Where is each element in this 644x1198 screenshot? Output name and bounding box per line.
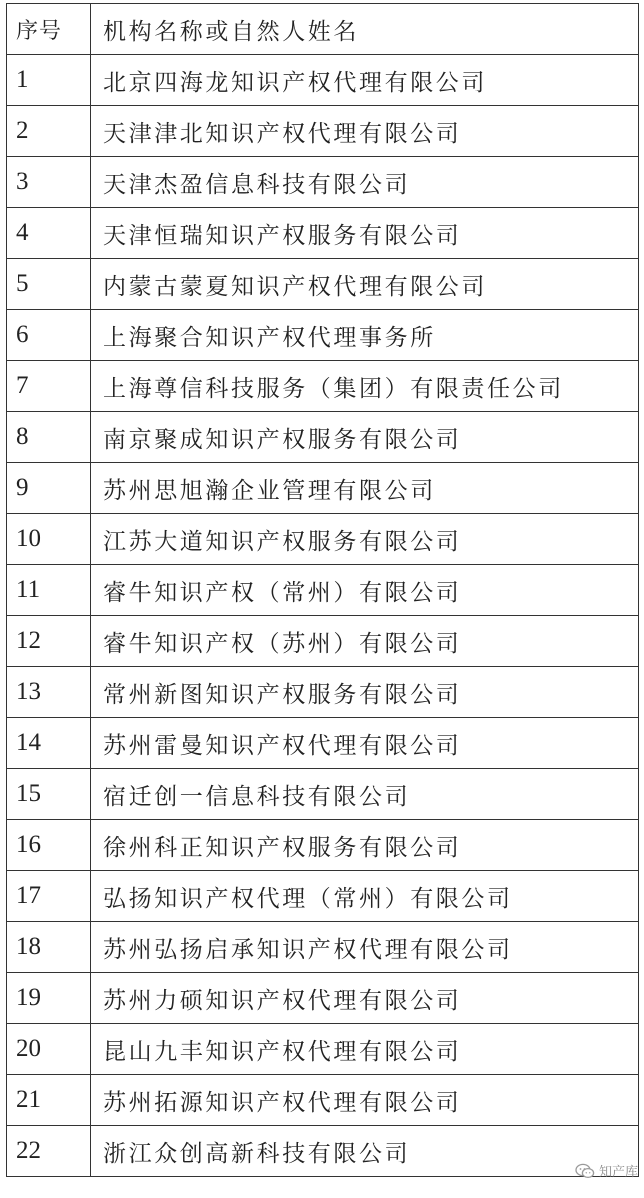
row-serial-number: 18: [7, 922, 91, 973]
row-organization-name: 南京聚成知识产权服务有限公司: [91, 412, 639, 463]
table-row: [7, 157, 639, 208]
row-serial-number: 6: [7, 310, 91, 361]
row-serial-number: 7: [7, 361, 91, 412]
table-row: [7, 871, 639, 922]
table-row: [7, 208, 639, 259]
table-row: [7, 820, 639, 871]
row-organization-name: 苏州弘扬启承知识产权代理有限公司: [91, 922, 639, 973]
row-organization-name: 昆山九丰知识产权代理有限公司: [91, 1024, 639, 1075]
row-serial-number: 8: [7, 412, 91, 463]
table-row: [7, 1024, 639, 1075]
table-body: [7, 55, 639, 1177]
row-serial-number: 2: [7, 106, 91, 157]
row-serial-number: 14: [7, 718, 91, 769]
row-organization-name: 苏州思旭瀚企业管理有限公司: [91, 463, 639, 514]
table-row: [7, 412, 639, 463]
row-organization-name: 常州新图知识产权服务有限公司: [91, 667, 639, 718]
row-serial-number: 16: [7, 820, 91, 871]
table-header-row: [7, 4, 639, 55]
row-serial-number: 9: [7, 463, 91, 514]
table-row: [7, 718, 639, 769]
row-serial-number: 5: [7, 259, 91, 310]
table-row: [7, 361, 639, 412]
row-organization-name: 睿牛知识产权（常州）有限公司: [91, 565, 639, 616]
row-serial-number: 12: [7, 616, 91, 667]
wechat-icon: [575, 1163, 595, 1179]
row-organization-name: 浙江众创高新科技有限公司: [91, 1126, 639, 1177]
table-row: [7, 310, 639, 361]
table-row: [7, 463, 639, 514]
table-row: [7, 1126, 639, 1177]
row-organization-name: 天津恒瑞知识产权服务有限公司: [91, 208, 639, 259]
row-serial-number: 10: [7, 514, 91, 565]
table-row: [7, 973, 639, 1024]
row-serial-number: 11: [7, 565, 91, 616]
row-serial-number: 22: [7, 1126, 91, 1177]
row-organization-name: 宿迁创一信息科技有限公司: [91, 769, 639, 820]
table-row: [7, 565, 639, 616]
table-row: [7, 1075, 639, 1126]
table-row: [7, 106, 639, 157]
row-organization-name: 江苏大道知识产权服务有限公司: [91, 514, 639, 565]
row-organization-name: 苏州拓源知识产权代理有限公司: [91, 1075, 639, 1126]
row-organization-name: 天津津北知识产权代理有限公司: [91, 106, 639, 157]
row-serial-number: 4: [7, 208, 91, 259]
row-organization-name: 天津杰盈信息科技有限公司: [91, 157, 639, 208]
table-row: [7, 55, 639, 106]
row-organization-name: 徐州科正知识产权服务有限公司: [91, 820, 639, 871]
row-organization-name: 内蒙古蒙夏知识产权代理有限公司: [91, 259, 639, 310]
row-serial-number: 13: [7, 667, 91, 718]
row-serial-number: 1: [7, 55, 91, 106]
table-row: [7, 922, 639, 973]
row-organization-name: 睿牛知识产权（苏州）有限公司: [91, 616, 639, 667]
table-row: [7, 667, 639, 718]
table-row: [7, 769, 639, 820]
table-row: [7, 616, 639, 667]
row-serial-number: 21: [7, 1075, 91, 1126]
header-organization-name: 机构名称或自然人姓名: [91, 4, 639, 55]
table-row: [7, 259, 639, 310]
row-organization-name: 苏州力硕知识产权代理有限公司: [91, 973, 639, 1024]
table-row: [7, 514, 639, 565]
row-organization-name: 北京四海龙知识产权代理有限公司: [91, 55, 639, 106]
watermark: [575, 1161, 638, 1180]
row-organization-name: 弘扬知识产权代理（常州）有限公司: [91, 871, 639, 922]
header-serial-number: 序号: [7, 4, 91, 55]
row-serial-number: 17: [7, 871, 91, 922]
row-serial-number: 3: [7, 157, 91, 208]
row-organization-name: 上海尊信科技服务（集团）有限责任公司: [91, 361, 639, 412]
watermark-text: 知产库: [598, 1165, 638, 1180]
agency-table: [6, 3, 639, 1177]
row-serial-number: 15: [7, 769, 91, 820]
row-organization-name: 苏州雷曼知识产权代理有限公司: [91, 718, 639, 769]
row-serial-number: 20: [7, 1024, 91, 1075]
row-organization-name: 上海聚合知识产权代理事务所: [91, 310, 639, 361]
row-serial-number: 19: [7, 973, 91, 1024]
